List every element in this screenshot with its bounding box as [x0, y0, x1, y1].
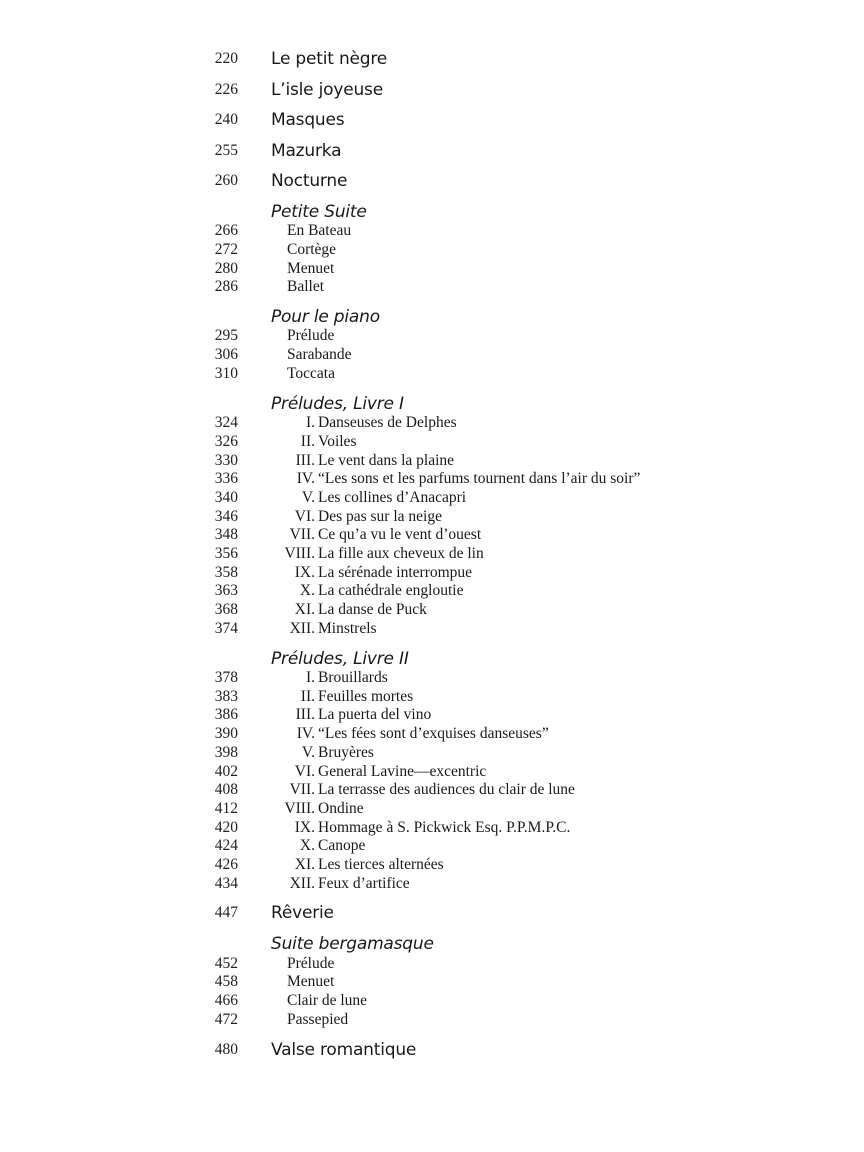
- toc-subentry[interactable]: [0, 259, 864, 279]
- section-heading-pour-le-piano: [0, 307, 864, 327]
- prelude-numeral: VIII.: [284, 800, 315, 817]
- prelude-numeral: II.: [300, 433, 315, 450]
- prelude-numeral: V.: [301, 489, 315, 506]
- page-number: 447: [214, 904, 238, 921]
- prelude-numeral: I.: [305, 414, 315, 431]
- toc-prelude[interactable]: [0, 619, 864, 639]
- toc-entry[interactable]: [0, 141, 864, 161]
- page-number: 434: [214, 875, 238, 892]
- prelude-numeral: XII.: [289, 875, 315, 892]
- toc-prelude[interactable]: [0, 668, 864, 688]
- prelude-numeral: VII.: [289, 526, 315, 543]
- section-heading-preludes-1: [0, 394, 864, 414]
- toc-prelude[interactable]: [0, 836, 864, 856]
- page-number: 348: [214, 526, 238, 543]
- toc-prelude[interactable]: [0, 413, 864, 433]
- toc-entry[interactable]: [0, 1040, 864, 1060]
- prelude-numeral: II.: [300, 688, 315, 705]
- piece-title: L’isle joyeuse: [271, 80, 383, 100]
- toc-prelude[interactable]: [0, 855, 864, 875]
- page-number: 260: [214, 172, 238, 189]
- toc-prelude[interactable]: [0, 525, 864, 545]
- page-number: 368: [214, 601, 238, 618]
- page-number: 383: [214, 688, 238, 705]
- page-number: 363: [214, 582, 238, 599]
- prelude-numeral: VIII.: [284, 545, 315, 562]
- page-number: 330: [214, 452, 238, 469]
- page-number: 240: [214, 111, 238, 128]
- toc-prelude[interactable]: [0, 507, 864, 527]
- page-number: 424: [214, 837, 238, 854]
- toc-prelude[interactable]: [0, 581, 864, 601]
- movement-title: Prélude: [287, 327, 335, 344]
- prelude-numeral: XI.: [294, 601, 315, 618]
- toc-subentry[interactable]: [0, 326, 864, 346]
- movement-title: En Bateau: [287, 222, 352, 239]
- prelude-numeral: IV.: [296, 470, 315, 487]
- page-number: 220: [214, 50, 238, 67]
- prelude-title: Hommage à S. Pickwick Esq. P.P.M.P.C.: [318, 819, 571, 836]
- toc-subentry[interactable]: [0, 364, 864, 384]
- page-number: 402: [214, 763, 238, 780]
- section-heading: Suite bergamasque: [271, 934, 434, 954]
- section-heading-preludes-2: [0, 649, 864, 669]
- prelude-numeral: I.: [305, 669, 315, 686]
- movement-title: Passepied: [287, 1011, 349, 1028]
- toc-entry[interactable]: [0, 80, 864, 100]
- page-number: 408: [214, 781, 238, 798]
- movement-title: Toccata: [287, 365, 335, 382]
- piece-title: Mazurka: [271, 141, 342, 161]
- prelude-title: Danseuses de Delphes: [318, 414, 457, 431]
- piece-title: Le petit nègre: [271, 49, 388, 69]
- prelude-title: Feux d’artifice: [318, 875, 410, 892]
- prelude-numeral: VII.: [289, 781, 315, 798]
- movement-title: Ballet: [287, 278, 325, 295]
- prelude-title: Ondine: [318, 800, 364, 817]
- page-number: 358: [214, 564, 238, 581]
- toc-prelude[interactable]: [0, 563, 864, 583]
- prelude-title: “Les sons et les parfums tournent dans l’air du soir”: [318, 470, 641, 487]
- page-number: 295: [214, 327, 238, 344]
- prelude-numeral: VI.: [294, 763, 315, 780]
- toc-prelude[interactable]: [0, 687, 864, 707]
- page-number: 420: [214, 819, 238, 836]
- prelude-numeral: XII.: [289, 620, 315, 637]
- prelude-title: “Les fées sont d’exquises danseuses”: [318, 725, 549, 742]
- toc-prelude[interactable]: [0, 432, 864, 452]
- page-number: 340: [214, 489, 238, 506]
- page-number: 310: [214, 365, 238, 382]
- toc-subentry[interactable]: [0, 277, 864, 297]
- page-number: 426: [214, 856, 238, 873]
- toc-prelude[interactable]: [0, 488, 864, 508]
- page-number: 336: [214, 470, 238, 487]
- prelude-title: General Lavine—excentric: [318, 763, 487, 780]
- page-number: 374: [214, 620, 238, 637]
- page-number: 346: [214, 508, 238, 525]
- page-number: 324: [214, 414, 238, 431]
- page-number: 226: [214, 81, 238, 98]
- toc-subentry[interactable]: [0, 240, 864, 260]
- movement-title: Sarabande: [287, 346, 352, 363]
- page-number: 326: [214, 433, 238, 450]
- page-number: 390: [214, 725, 238, 742]
- page-number: 480: [214, 1041, 238, 1058]
- prelude-numeral: IV.: [296, 725, 315, 742]
- prelude-title: Des pas sur la neige: [318, 508, 442, 525]
- prelude-title: Les tierces alternées: [318, 856, 444, 873]
- prelude-numeral: V.: [301, 744, 315, 761]
- prelude-title: Les collines d’Anacapri: [318, 489, 467, 506]
- piece-title: Rêverie: [271, 903, 334, 923]
- toc-subentry[interactable]: [0, 954, 864, 974]
- section-heading: Préludes, Livre I: [271, 394, 404, 414]
- prelude-title: La sérénade interrompue: [318, 564, 473, 581]
- movement-title: Menuet: [287, 973, 335, 990]
- section-heading: Petite Suite: [271, 202, 367, 222]
- prelude-title: Brouillards: [318, 669, 388, 686]
- piece-title: Masques: [271, 110, 345, 130]
- prelude-numeral: IX.: [294, 819, 315, 836]
- prelude-title: Le vent dans la plaine: [318, 452, 455, 469]
- toc-entry[interactable]: [0, 903, 864, 923]
- page-number: 280: [214, 260, 238, 277]
- section-heading-petite-suite: [0, 202, 864, 222]
- page-number: 266: [214, 222, 238, 239]
- prelude-numeral: III.: [295, 706, 315, 723]
- page-number: 452: [214, 955, 238, 972]
- prelude-title: Bruyères: [318, 744, 374, 761]
- section-heading: Préludes, Livre II: [271, 649, 409, 669]
- prelude-numeral: IX.: [294, 564, 315, 581]
- toc-prelude[interactable]: [0, 600, 864, 620]
- toc-prelude[interactable]: [0, 874, 864, 894]
- toc-prelude[interactable]: [0, 469, 864, 489]
- page-number: 466: [214, 992, 238, 1009]
- toc-subentry[interactable]: [0, 991, 864, 1011]
- movement-title: Clair de lune: [287, 992, 368, 1009]
- toc-entry[interactable]: [0, 49, 864, 69]
- toc-subentry[interactable]: [0, 1010, 864, 1030]
- prelude-title: Feuilles mortes: [318, 688, 414, 705]
- toc-prelude[interactable]: [0, 544, 864, 564]
- prelude-title: Minstrels: [318, 620, 377, 637]
- toc-prelude[interactable]: [0, 762, 864, 782]
- toc-entry[interactable]: [0, 110, 864, 130]
- toc-prelude[interactable]: [0, 705, 864, 725]
- prelude-numeral: XI.: [294, 856, 315, 873]
- page-number: 255: [214, 142, 238, 159]
- toc-prelude[interactable]: [0, 818, 864, 838]
- toc-subentry[interactable]: [0, 972, 864, 992]
- prelude-title: La terrasse des audiences du clair de lune: [318, 781, 575, 798]
- prelude-title: Canope: [318, 837, 366, 854]
- toc-prelude[interactable]: [0, 780, 864, 800]
- prelude-numeral: X.: [299, 837, 315, 854]
- page-number: 398: [214, 744, 238, 761]
- page-number: 378: [214, 669, 238, 686]
- toc-prelude[interactable]: [0, 799, 864, 819]
- page-number: 472: [214, 1011, 238, 1028]
- page-number: 272: [214, 241, 238, 258]
- prelude-numeral: III.: [295, 452, 315, 469]
- page-number: 286: [214, 278, 238, 295]
- movement-title: Prélude: [287, 955, 335, 972]
- page-number: 458: [214, 973, 238, 990]
- page-number: 386: [214, 706, 238, 723]
- section-heading-suite-bergamasque: [0, 934, 864, 954]
- section-heading: Pour le piano: [271, 307, 380, 327]
- toc-prelude[interactable]: [0, 743, 864, 763]
- prelude-title: La puerta del vino: [318, 706, 432, 723]
- prelude-numeral: VI.: [294, 508, 315, 525]
- page-number: 306: [214, 346, 238, 363]
- toc-prelude[interactable]: [0, 451, 864, 471]
- toc-entry[interactable]: [0, 171, 864, 191]
- piece-title: Nocturne: [271, 171, 348, 191]
- piece-title: Valse romantique: [271, 1040, 417, 1060]
- toc-prelude[interactable]: [0, 724, 864, 744]
- movement-title: Menuet: [287, 260, 335, 277]
- prelude-title: Voiles: [318, 433, 357, 450]
- toc-subentry[interactable]: [0, 345, 864, 365]
- page-number: 356: [214, 545, 238, 562]
- prelude-title: La cathédrale engloutie: [318, 582, 464, 599]
- prelude-title: Ce qu’a vu le vent d’ouest: [318, 526, 482, 543]
- toc-subentry[interactable]: [0, 221, 864, 241]
- prelude-numeral: X.: [299, 582, 315, 599]
- prelude-title: La danse de Puck: [318, 601, 427, 618]
- page-number: 412: [214, 800, 238, 817]
- prelude-title: La fille aux cheveux de lin: [318, 545, 484, 562]
- movement-title: Cortège: [287, 241, 337, 258]
